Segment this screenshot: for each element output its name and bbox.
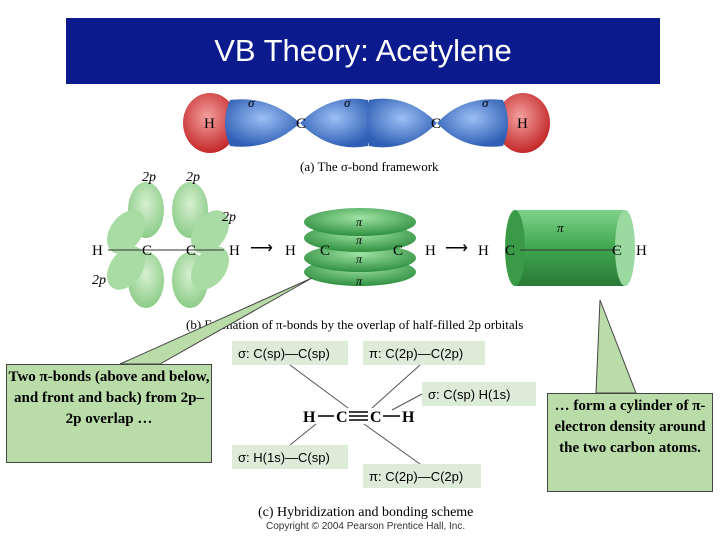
b-atom-c1: C <box>142 243 153 259</box>
sigma-lobe-cc-right <box>367 99 437 148</box>
b-atom-c2: C <box>186 243 197 259</box>
atom-c-right: C <box>431 116 442 132</box>
atom-h-right: H <box>517 116 528 132</box>
b3-atom-h1: H <box>478 243 489 259</box>
pi-label-3: π <box>356 252 363 266</box>
sigma-framework <box>183 93 550 174</box>
sigma-label-3: σ <box>482 95 489 110</box>
box-bottom-left: σ: H(1s)—C(sp) <box>238 450 330 465</box>
panel-c-caption: (c) Hybridization and bonding scheme <box>258 505 474 520</box>
b3-atom-h2: H <box>636 243 647 259</box>
sigma-lobe-ch-right <box>437 99 508 147</box>
box-mid-right: σ: C(sp) H(1s) <box>428 387 511 402</box>
atom-h-left: H <box>204 116 215 132</box>
arrow-1: ⟶ <box>250 240 273 257</box>
pi-cylinder-label: π <box>557 220 564 235</box>
b3-atom-c2: C <box>612 243 623 259</box>
arrow-2: ⟶ <box>445 240 468 257</box>
panel-a-caption: (a) The σ-bond framework <box>300 159 439 174</box>
slide-title: VB Theory: Acetylene <box>214 33 512 68</box>
p-orbitals-panel <box>92 170 647 332</box>
panel-b-caption: (b) Formation of π-bonds by the overlap of half-filled 2p orbitals <box>186 317 524 332</box>
box-bottom-right: π: C(2p)—C(2p) <box>369 469 464 484</box>
box-top-left: σ: C(sp)—C(sp) <box>238 346 330 361</box>
copyright: Copyright © 2004 Pearson Prentice Hall, Inc. <box>266 521 466 532</box>
pi-label-4: π <box>356 274 363 288</box>
callout-left-text: Two π-bonds (above and below, and front and back) from 2p–2p overlap … <box>8 369 210 427</box>
b-atom-h1: H <box>92 243 103 259</box>
label-2p-top-right: 2p <box>186 170 200 185</box>
sigma-lobe-ch-left <box>225 99 300 147</box>
sigma-lobe-cc-left <box>300 99 370 148</box>
b2-atom-h2: H <box>425 243 436 259</box>
b2-atom-h1: H <box>285 243 296 259</box>
callout-right <box>547 393 713 492</box>
box-top-right: π: C(2p)—C(2p) <box>369 346 464 361</box>
atom-c-left: C <box>296 116 307 132</box>
sigma-label-1: σ <box>248 95 255 110</box>
b2-atom-c2: C <box>393 243 404 259</box>
callout-right-pointer <box>596 300 636 393</box>
pi-label-2: π <box>356 233 363 247</box>
center-h2: H <box>402 409 415 426</box>
bonding-scheme <box>232 341 536 520</box>
pi-label-1: π <box>356 215 363 229</box>
label-2p-right: 2p <box>222 210 236 225</box>
label-2p-top-left: 2p <box>142 170 156 185</box>
center-h1: H <box>303 409 316 426</box>
b3-atom-c1: C <box>505 243 516 259</box>
center-c2: C <box>370 409 382 426</box>
p-orbitals-light <box>99 182 237 308</box>
callout-left <box>6 364 212 463</box>
sigma-label-2: σ <box>344 95 351 110</box>
b-atom-h2: H <box>229 243 240 259</box>
callout-right-text: … form a cylinder of π-electron density around the two carbon atoms. <box>554 398 706 456</box>
b2-atom-c1: C <box>320 243 331 259</box>
label-2p-left: 2p <box>92 273 106 288</box>
center-c1: C <box>336 409 348 426</box>
